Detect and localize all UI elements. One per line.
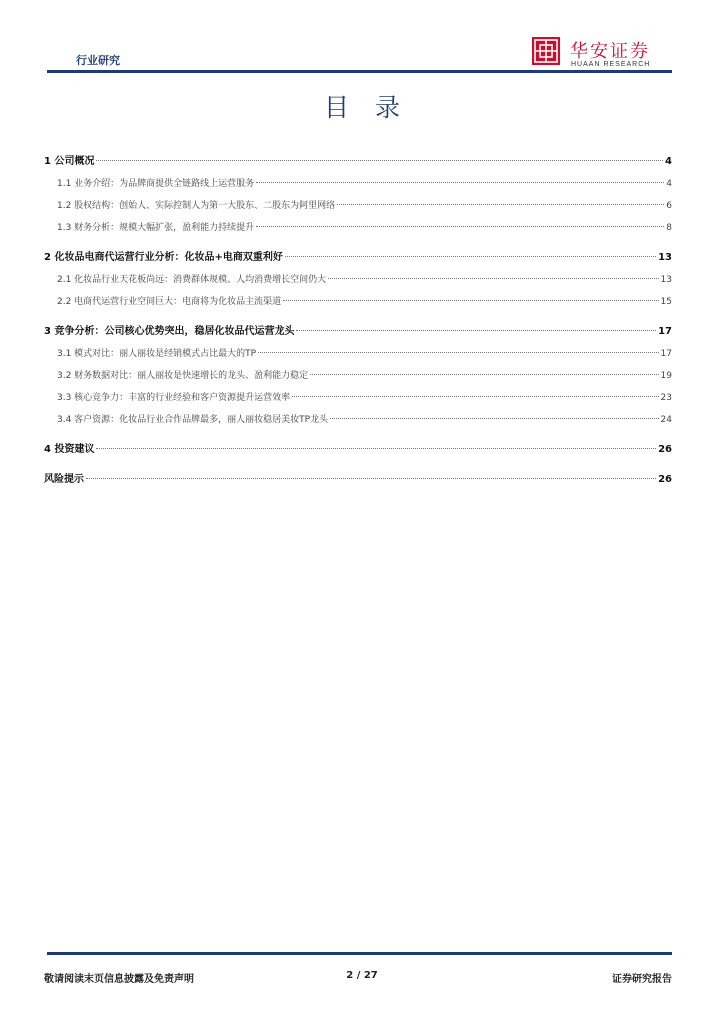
toc-dot-leader: [337, 204, 664, 205]
toc-spacer: [44, 461, 672, 469]
footer-divider: [47, 952, 672, 955]
toc-dot-leader: [256, 226, 664, 227]
toc-dot-leader: [96, 448, 656, 449]
toc-entry-page: 4: [665, 156, 672, 167]
toc-entry-title: 3.2 财务数据对比：丽人丽妆是快速增长的龙头、盈利能力稳定: [57, 371, 309, 381]
header-divider: [47, 70, 672, 73]
toc-dot-leader: [296, 330, 656, 331]
page-number: 2 / 27: [346, 970, 378, 981]
toc-entry-title: 3 竞争分析：公司核心优势突出，稳居化妆品代运营龙头: [44, 326, 295, 337]
toc-entry-title: 2.1 化妆品行业天花板尚远：消费群体规模、人均消费增长空间仍大: [57, 275, 327, 285]
header-section-label: 行业研究: [76, 54, 120, 67]
toc-entry-page: 17: [658, 326, 672, 337]
toc-entry-page: 4: [666, 179, 672, 189]
toc-dot-leader: [310, 374, 658, 375]
toc-entry-page: 6: [666, 201, 672, 211]
toc-entry-title: 3.3 核心竞争力：丰富的行业经验和客户资源提升运营效率: [57, 393, 291, 403]
toc-entry-title: 1.3 财务分析：规模大幅扩张，盈利能力持续提升: [57, 223, 255, 233]
toc-dot-leader: [283, 300, 658, 301]
toc-entry-page: 15: [660, 297, 672, 307]
toc-dot-leader: [96, 160, 663, 161]
toc-dot-leader: [86, 478, 656, 479]
toc-dot-leader: [330, 418, 658, 419]
toc-entry-title: 2 化妆品电商代运营行业分析：化妆品+电商双重利好: [44, 252, 283, 263]
toc-chapter-entry[interactable]: [44, 247, 672, 269]
toc-dot-leader: [292, 396, 658, 397]
toc-section-entry[interactable]: [44, 195, 672, 217]
toc-dot-leader: [256, 182, 664, 183]
toc-dot-leader: [258, 352, 658, 353]
logo-emblem-icon: [532, 37, 560, 65]
toc-entry-page: 8: [666, 223, 672, 233]
company-logo: [532, 37, 672, 71]
toc-chapter-entry[interactable]: [44, 469, 672, 491]
toc-section-entry[interactable]: [44, 291, 672, 313]
toc-entry-page: 24: [660, 415, 672, 425]
toc-entry-title: 3.4 客户资源：化妆品行业合作品牌最多，丽人丽妆稳居美妆TP龙头: [57, 415, 329, 425]
toc-entry-title: 风险提示: [44, 474, 84, 485]
toc-entry-title: 1 公司概况: [44, 156, 95, 167]
toc-section-entry[interactable]: [44, 217, 672, 239]
toc-entry-title: 1.2 股权结构：创始人、实际控制人为第一大股东、二股东为阿里网络: [57, 201, 336, 211]
toc-dot-leader: [328, 278, 658, 279]
toc-entry-page: 26: [658, 474, 672, 485]
logo-chinese-text: 华安证券: [570, 41, 650, 62]
toc-spacer: [44, 239, 672, 247]
toc-section-entry[interactable]: [44, 409, 672, 431]
logo-english-text: HUAAN RESEARCH: [571, 61, 651, 68]
page-title: 目录: [323, 93, 426, 122]
footer-report-type: 证券研究报告: [612, 974, 672, 985]
toc-entry-title: 1.1 业务介绍：为品牌商提供全链路线上运营服务: [57, 179, 255, 189]
toc-entry-page: 19: [660, 371, 672, 381]
toc-entry-page: 23: [660, 393, 672, 403]
toc-section-entry[interactable]: [44, 343, 672, 365]
toc-section-entry[interactable]: [44, 387, 672, 409]
toc-dot-leader: [285, 256, 656, 257]
toc-entry-title: 2.2 电商代运营行业空间巨大：电商将为化妆品主流渠道: [57, 297, 282, 307]
toc-section-entry[interactable]: [44, 365, 672, 387]
toc-chapter-entry[interactable]: [44, 151, 672, 173]
toc-chapter-entry[interactable]: [44, 321, 672, 343]
toc-section-entry[interactable]: [44, 173, 672, 195]
toc-entry-title: 4 投资建议: [44, 444, 95, 455]
toc-entry-page: 13: [658, 252, 672, 263]
toc-entry-page: 17: [660, 349, 672, 359]
toc-chapter-entry[interactable]: [44, 439, 672, 461]
toc-entry-page: 26: [658, 444, 672, 455]
toc-entry-title: 3.1 模式对比：丽人丽妆是经销模式占比最大的TP: [57, 349, 257, 359]
footer-disclaimer: 敬请阅读末页信息披露及免责声明: [44, 974, 194, 985]
toc-spacer: [44, 313, 672, 321]
toc-entry-page: 13: [660, 275, 672, 285]
toc-section-entry[interactable]: [44, 269, 672, 291]
toc-spacer: [44, 431, 672, 439]
table-of-contents: [44, 151, 672, 491]
